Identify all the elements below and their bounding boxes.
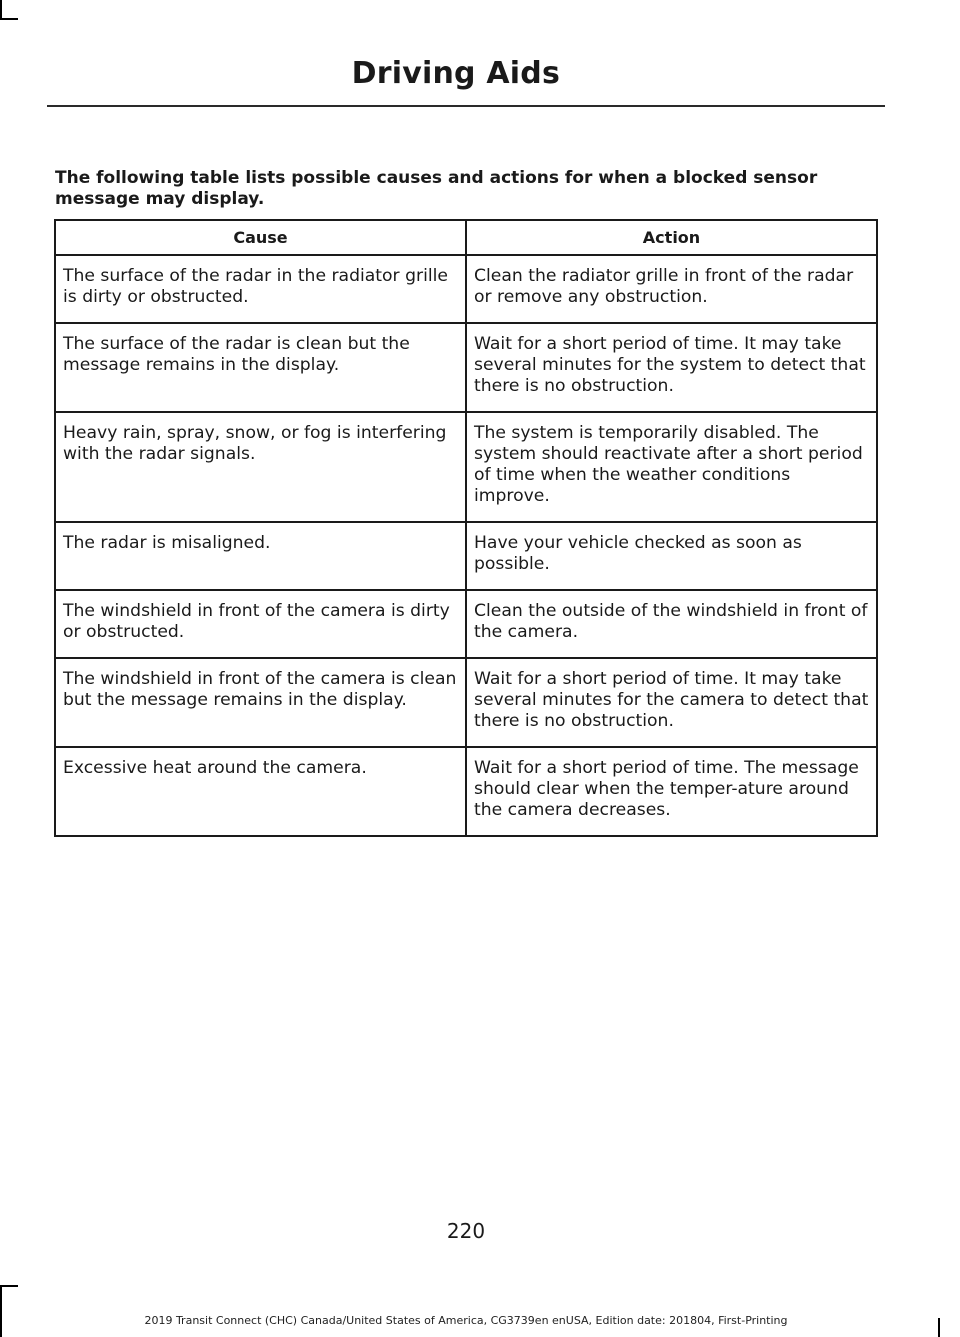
table-row xyxy=(55,255,877,323)
cause-cell: The windshield in front of the camera is clean but the message remains in the display. xyxy=(55,658,466,747)
action-cell: The system is temporarily disabled. The system should reactivate after a short period of time when the weather conditions improve. xyxy=(466,412,877,522)
cause-cell: The surface of the radar in the radiator grille is dirty or obstructed. xyxy=(55,255,466,323)
action-cell: Clean the outside of the windshield in front of the camera. xyxy=(466,590,877,658)
cause-cell: Heavy rain, spray, snow, or fog is interfering with the radar signals. xyxy=(55,412,466,522)
table-row xyxy=(55,412,877,522)
crop-mark xyxy=(0,1285,2,1337)
crop-mark xyxy=(0,1285,18,1287)
table-row xyxy=(55,658,877,747)
table-row xyxy=(55,522,877,590)
crop-mark xyxy=(0,18,18,20)
action-cell: Wait for a short period of time. It may take several minutes for the camera to detect that there is no obstruction. xyxy=(466,658,877,747)
table-row xyxy=(55,747,877,836)
column-header-cause: Cause xyxy=(55,220,466,255)
action-cell: Wait for a short period of time. The message should clear when the temper-ature around the camera decreases. xyxy=(466,747,877,836)
table-header-row xyxy=(55,220,877,255)
action-cell: Wait for a short period of time. It may take several minutes for the system to detect that there is no obstruction. xyxy=(466,323,877,412)
table-row xyxy=(55,323,877,412)
crop-mark xyxy=(0,0,2,20)
cause-cell: The surface of the radar is clean but the message remains in the display. xyxy=(55,323,466,412)
blocked-sensor-table xyxy=(54,219,878,837)
footer-edition-info: 2019 Transit Connect (CHC) Canada/United States of America, CG3739en enUSA, Edition date: 201804, First-Printing xyxy=(144,1314,788,1327)
page-number: 220 xyxy=(446,1219,486,1243)
table-row xyxy=(55,590,877,658)
header-rule xyxy=(47,105,885,107)
crop-mark xyxy=(938,1318,940,1337)
intro-text: The following table lists possible causes and actions for when a blocked sensor message may display. xyxy=(55,168,818,209)
cause-cell: Excessive heat around the camera. xyxy=(55,747,466,836)
cause-cell: The radar is misaligned. xyxy=(55,522,466,590)
column-header-action: Action xyxy=(466,220,877,255)
action-cell: Clean the radiator grille in front of the radar or remove any obstruction. xyxy=(466,255,877,323)
cause-cell: The windshield in front of the camera is dirty or obstructed. xyxy=(55,590,466,658)
section-title: Driving Aids xyxy=(351,56,560,91)
action-cell: Have your vehicle checked as soon as possible. xyxy=(466,522,877,590)
